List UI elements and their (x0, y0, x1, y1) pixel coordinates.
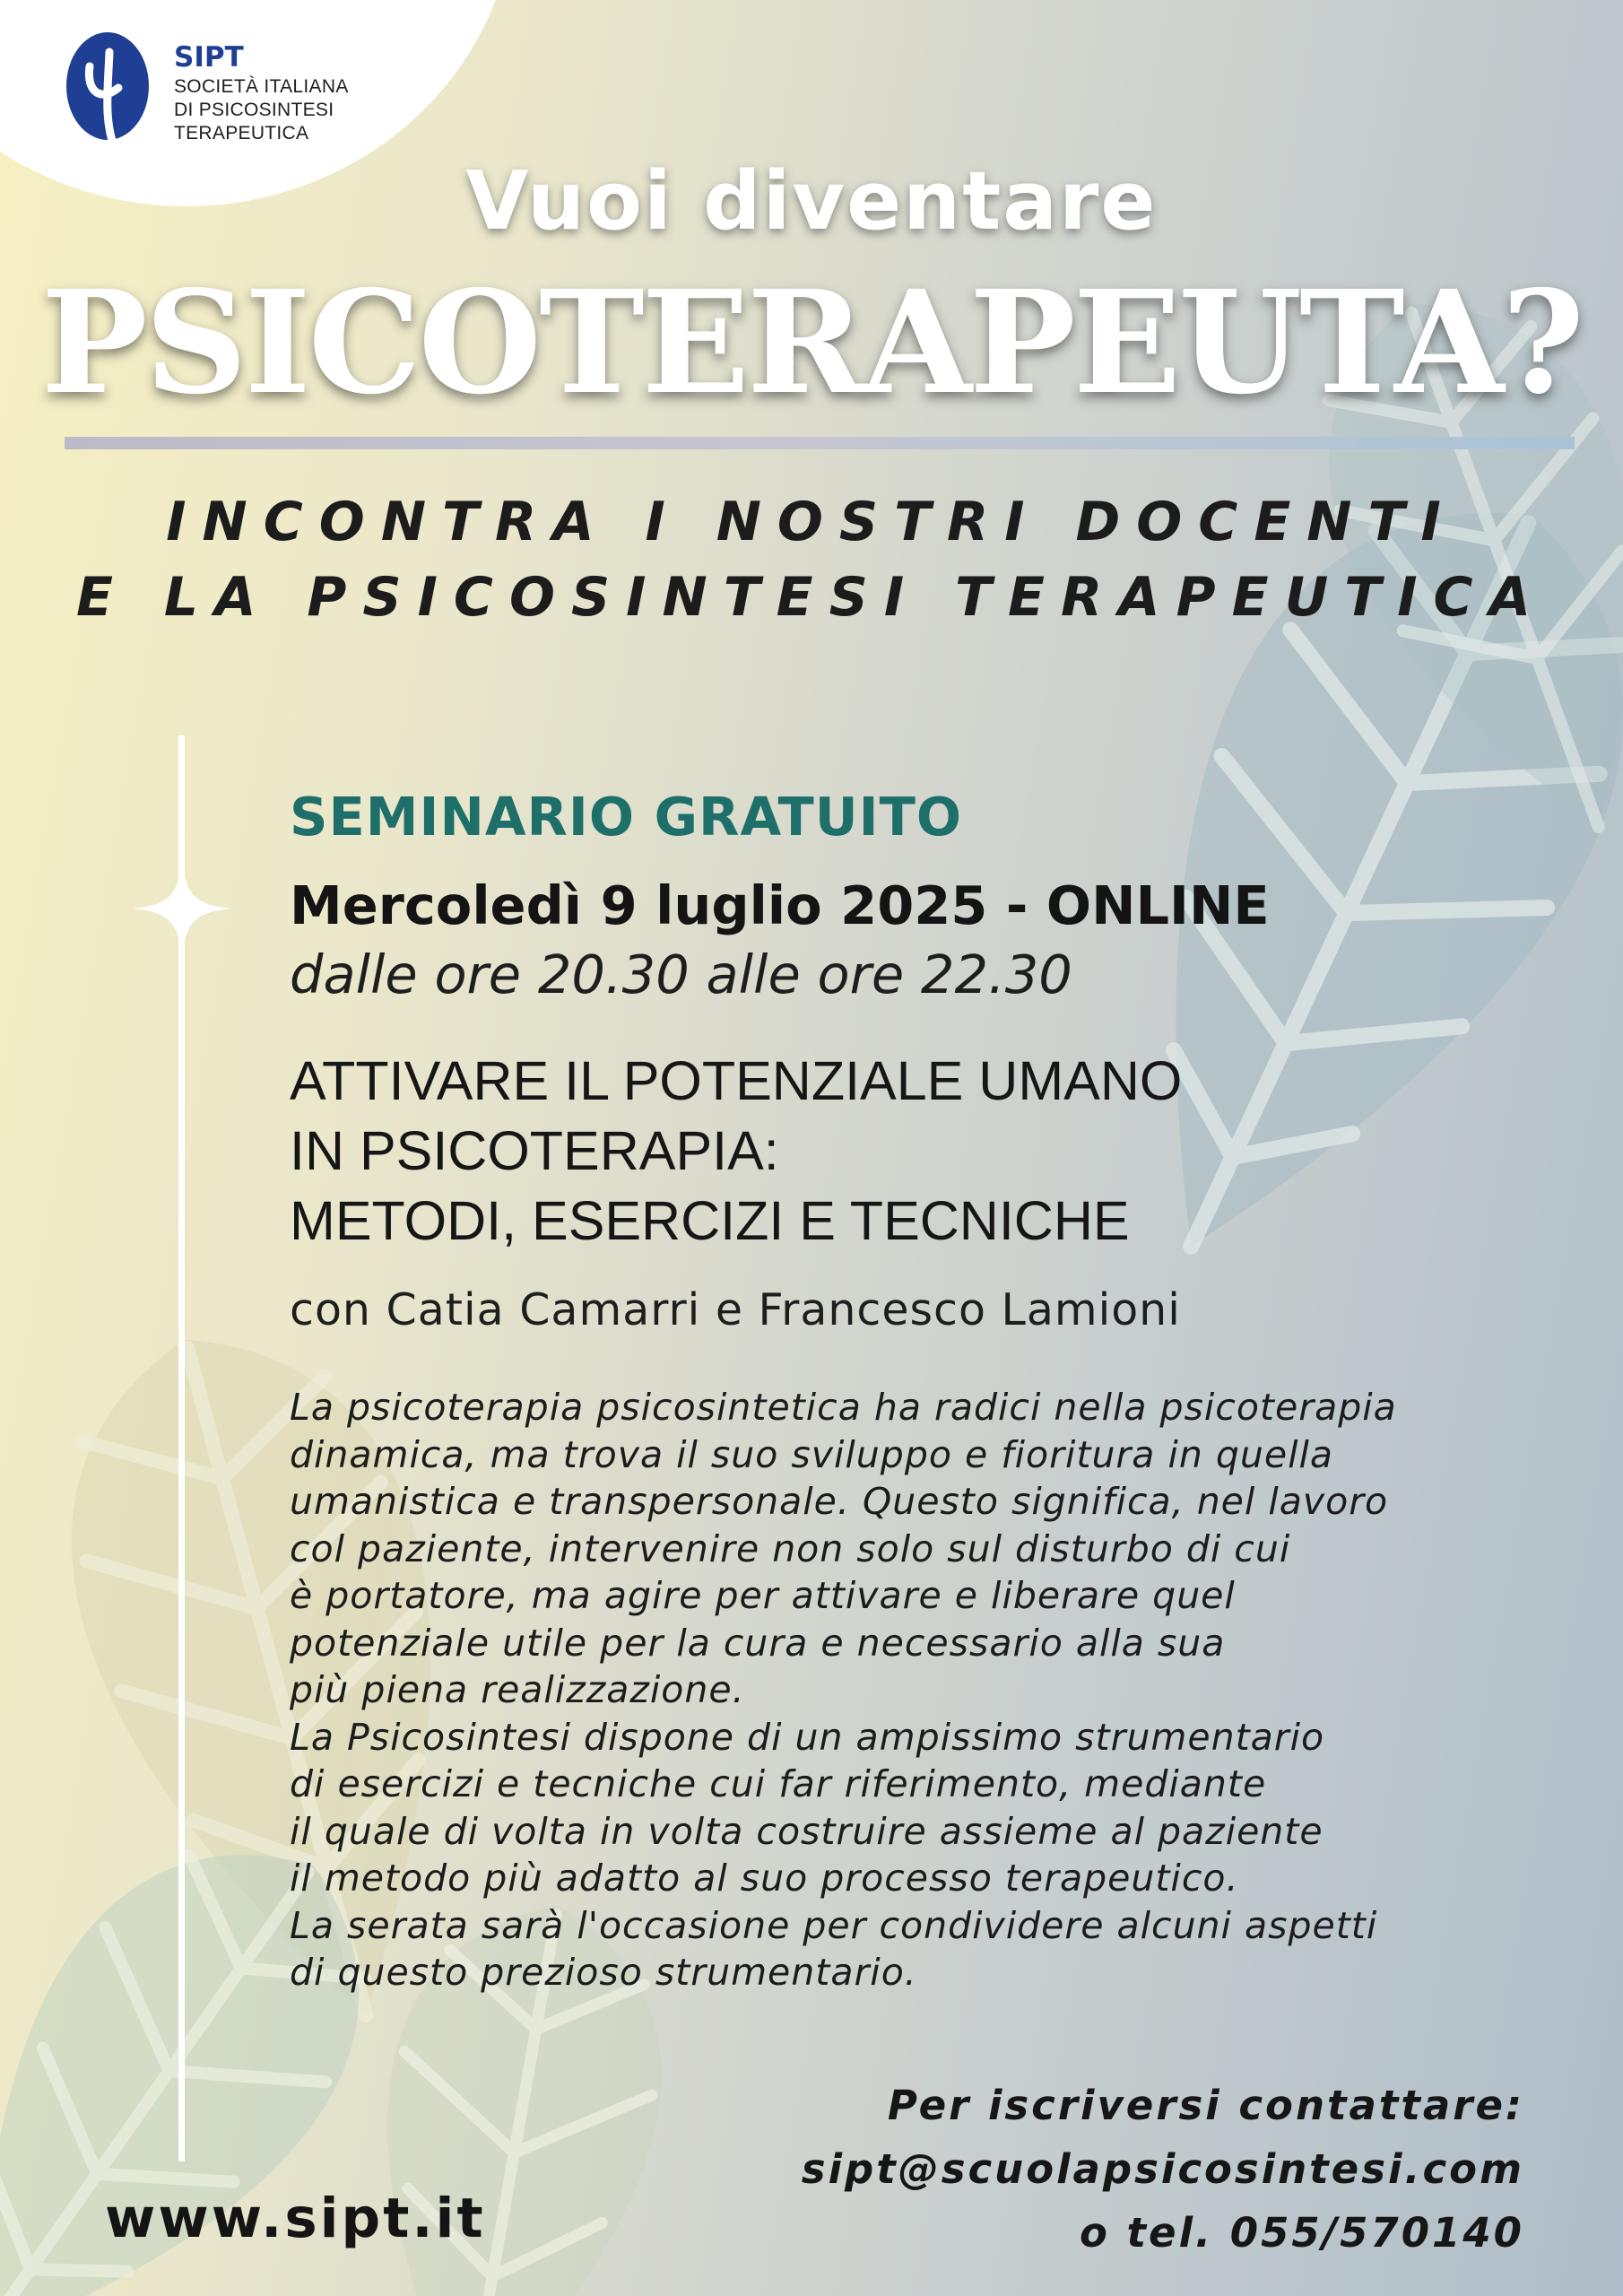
description-line: il quale di volta in volta costruire assieme al paziente (290, 1809, 1324, 1853)
logo-name-line: DI PSICOSINTESI (174, 100, 334, 120)
description-line: il metodo più adatto al suo processo terapeutico. (290, 1857, 1239, 1900)
description-line: potenziale utile per la cura e necessario alla sua (290, 1621, 1226, 1665)
description-line: dinamica, ma trova il suo sviluppo e fioritura in quella (290, 1432, 1334, 1476)
description-line: di esercizi e tecniche cui far riferimento, mediante (290, 1762, 1267, 1805)
event-title-line: METODI, ESERCIZI E TECNICHE (290, 1190, 1130, 1251)
tagline-line: E LA PSICOSINTESI TERAPEUTICA (75, 566, 1548, 629)
website-link[interactable]: www.sipt.it (105, 2187, 486, 2250)
event-time: dalle ore 20.30 alle ore 22.30 (290, 944, 1072, 1005)
event-speakers: con Catia Camarri e Francesco Lamioni (290, 1284, 1181, 1335)
headline-main: PSICOTERAPEUTA? (40, 260, 1583, 426)
description-line: umanistica e transpersonale. Questo significa, nel lavoro (290, 1480, 1389, 1523)
contact-phone[interactable]: o tel. 055/570140 (1079, 2209, 1524, 2257)
description-line: La serata sarà l'occasione per condividere alcuni aspetti (290, 1903, 1378, 1947)
event-label: SEMINARIO GRATUITO (290, 786, 963, 848)
logo-name-line: TERAPEUTICA (174, 123, 309, 144)
logo-name-line: SOCIETÀ ITALIANA (174, 76, 349, 97)
contact-email-link[interactable]: sipt@scuolapsicosintesi.com (801, 2145, 1524, 2193)
event-title (290, 1046, 1182, 1256)
event-title-line: IN PSICOTERAPIA: (290, 1120, 779, 1181)
sipt-psi-logo-icon (63, 30, 152, 156)
four-point-star-icon (133, 859, 231, 958)
logo-organization-name (174, 75, 407, 145)
tagline (0, 484, 1623, 635)
event-title-line: ATTIVARE IL POTENZIALE UMANO (290, 1050, 1183, 1111)
description-line: di questo prezioso strumentario. (290, 1951, 917, 1994)
description-line: col paziente, intervenire non solo sul disturbo di cui (290, 1526, 1291, 1570)
description-line: più piena realizzazione. (290, 1668, 745, 1711)
description-line: è portatore, ma agire per attivare e liberare quel (290, 1574, 1236, 1617)
event-date: Mercoledì 9 luglio 2025 - ONLINE (290, 874, 1270, 936)
event-description (290, 1384, 1397, 1996)
logo-abbreviation: SIPT (174, 41, 244, 74)
contact-block (802, 2074, 1524, 2265)
description-line: La Psicosintesi dispone di un ampissimo strumentario (290, 1715, 1325, 1759)
description-line: La psicoterapia psicosintetica ha radici nella psicoterapia (290, 1386, 1397, 1429)
headline-divider (65, 437, 1575, 449)
headline-intro: Vuoi diventare (465, 154, 1158, 248)
contact-heading: Per iscriversi contattare: (887, 2082, 1524, 2129)
tagline-line: INCONTRA I NOSTRI DOCENTI (166, 491, 1457, 553)
